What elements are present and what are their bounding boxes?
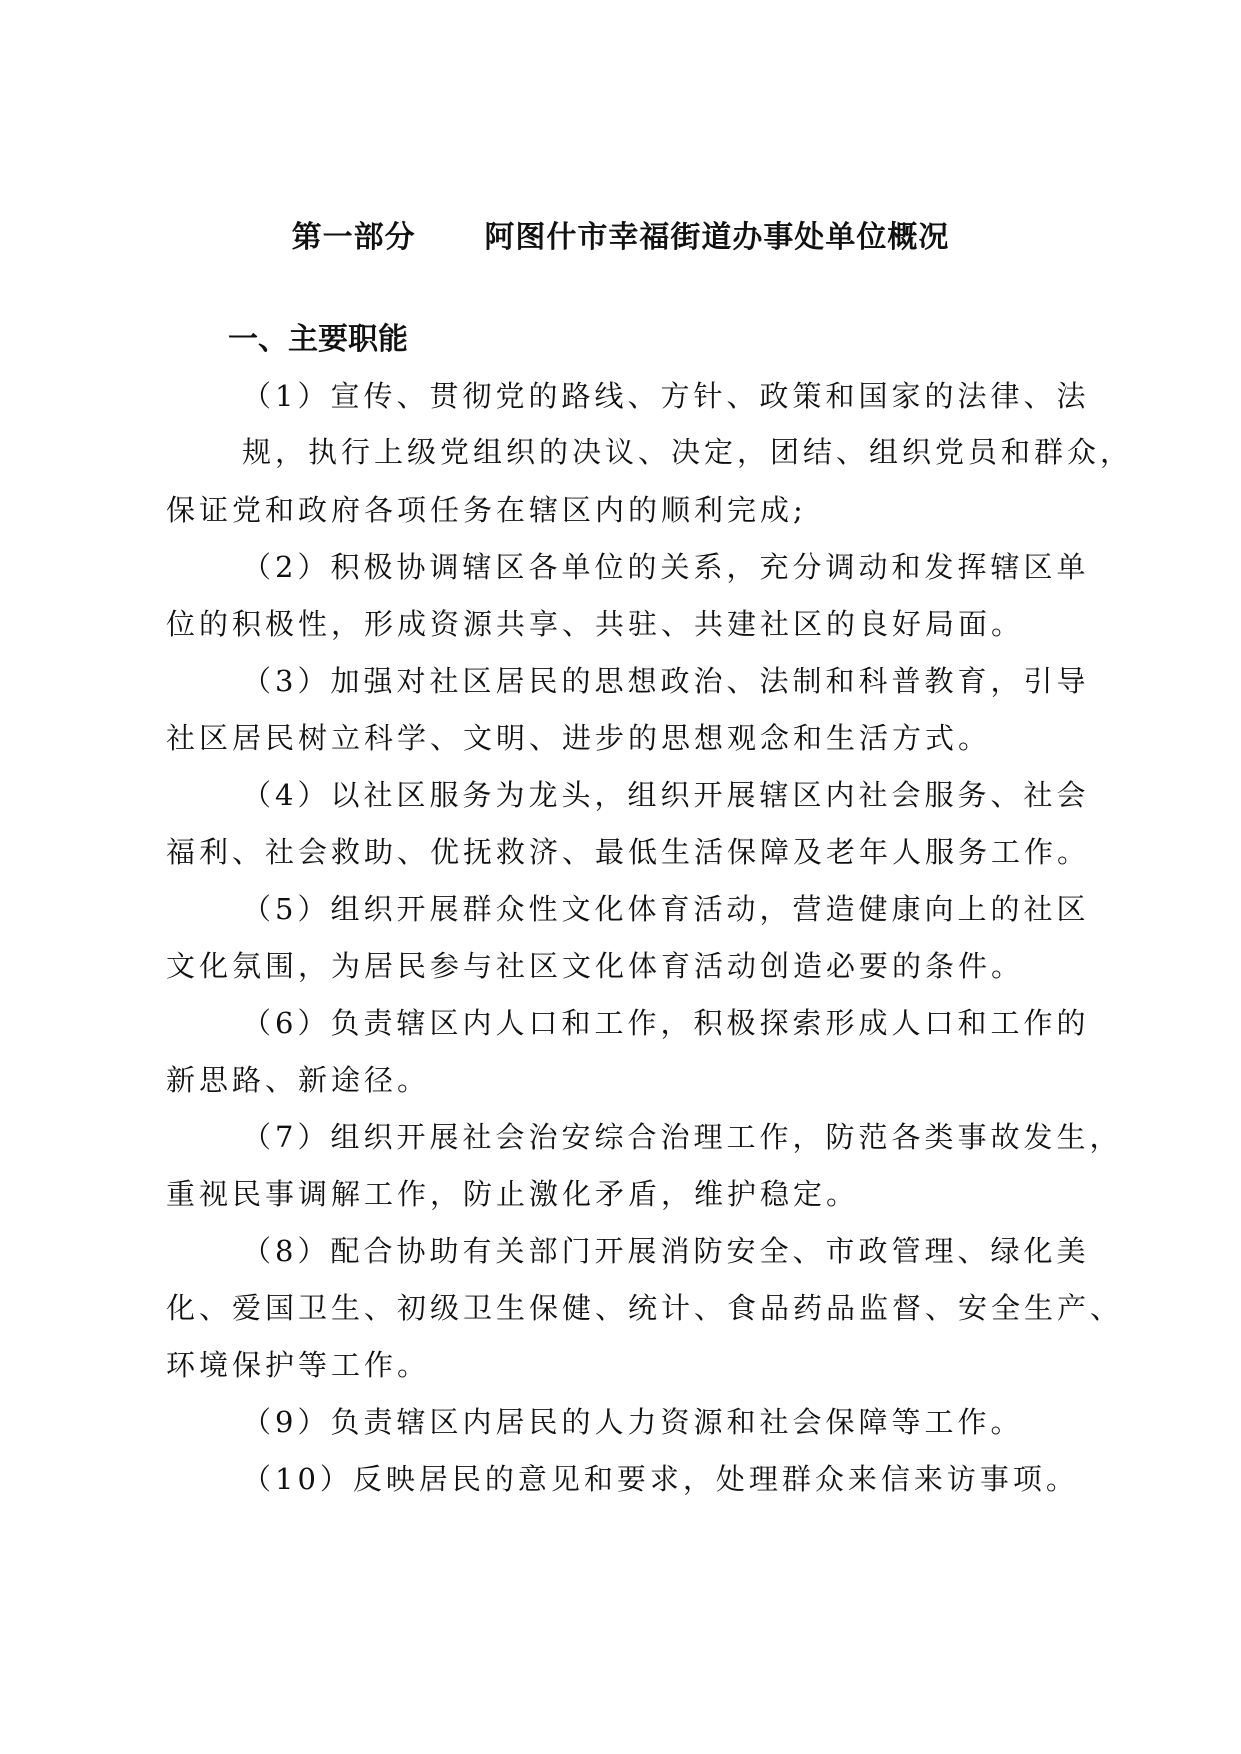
section-heading: 一、主要职能 — [228, 322, 408, 357]
body-text-line: （6）负责辖区内人口和工作，积极探索形成人口和工作的 — [242, 1006, 1090, 1040]
body-text-line: 福利、社会救助、优抚救济、最低生活保障及老年人服务工作。 — [166, 835, 1091, 869]
body-text-line: 位的积极性，形成资源共享、共驻、共建社区的良好局面。 — [166, 607, 1025, 641]
body-text-line: （2）积极协调辖区各单位的关系，充分调动和发挥辖区单 — [242, 550, 1090, 584]
body-text-line: 重视民事调解工作，防止激化矛盾，维护稳定。 — [166, 1177, 860, 1211]
body-text-line: （5）组织开展群众性文化体育活动，营造健康向上的社区 — [242, 892, 1090, 926]
body-text-line: （10）反映居民的意见和要求，处理群众来信来访事项。 — [242, 1462, 1079, 1496]
body-text-line: （8）配合协助有关部门开展消防安全、市政管理、绿化美 — [242, 1234, 1090, 1268]
body-text-line: 环境保护等工作。 — [166, 1348, 431, 1382]
body-text-line: （4）以社区服务为龙头，组织开展辖区内社会服务、社会 — [242, 778, 1090, 812]
page-title: 第一部分 阿图什市幸福街道办事处单位概况 — [291, 220, 950, 255]
body-text-line: 化、爱国卫生、初级卫生保健、统计、食品药品监督、安全生产、 — [166, 1291, 1124, 1325]
body-text-line: 社区居民树立科学、文明、进步的思想观念和生活方式。 — [166, 721, 992, 755]
body-text-line: （1）宣传、贯彻党的路线、方针、政策和国家的法律、法 — [242, 379, 1090, 413]
body-text-line: 文化氛围，为居民参与社区文化体育活动创造必要的条件。 — [166, 949, 1025, 983]
body-text-line: （3）加强对社区居民的思想政治、法制和科普教育，引导 — [242, 664, 1090, 698]
body-text-line: 保证党和政府各项任务在辖区内的顺利完成; — [166, 493, 807, 527]
body-text-line: （9）负责辖区内居民的人力资源和社会保障等工作。 — [242, 1405, 1024, 1439]
body-text-line: 规，执行上级党组织的决议、决定，团结、组织党员和群众， — [242, 435, 1134, 469]
body-text-line: （7）组织开展社会治安综合治理工作，防范各类事故发生， — [242, 1120, 1123, 1154]
body-text-line: 新思路、新途径。 — [166, 1063, 431, 1097]
